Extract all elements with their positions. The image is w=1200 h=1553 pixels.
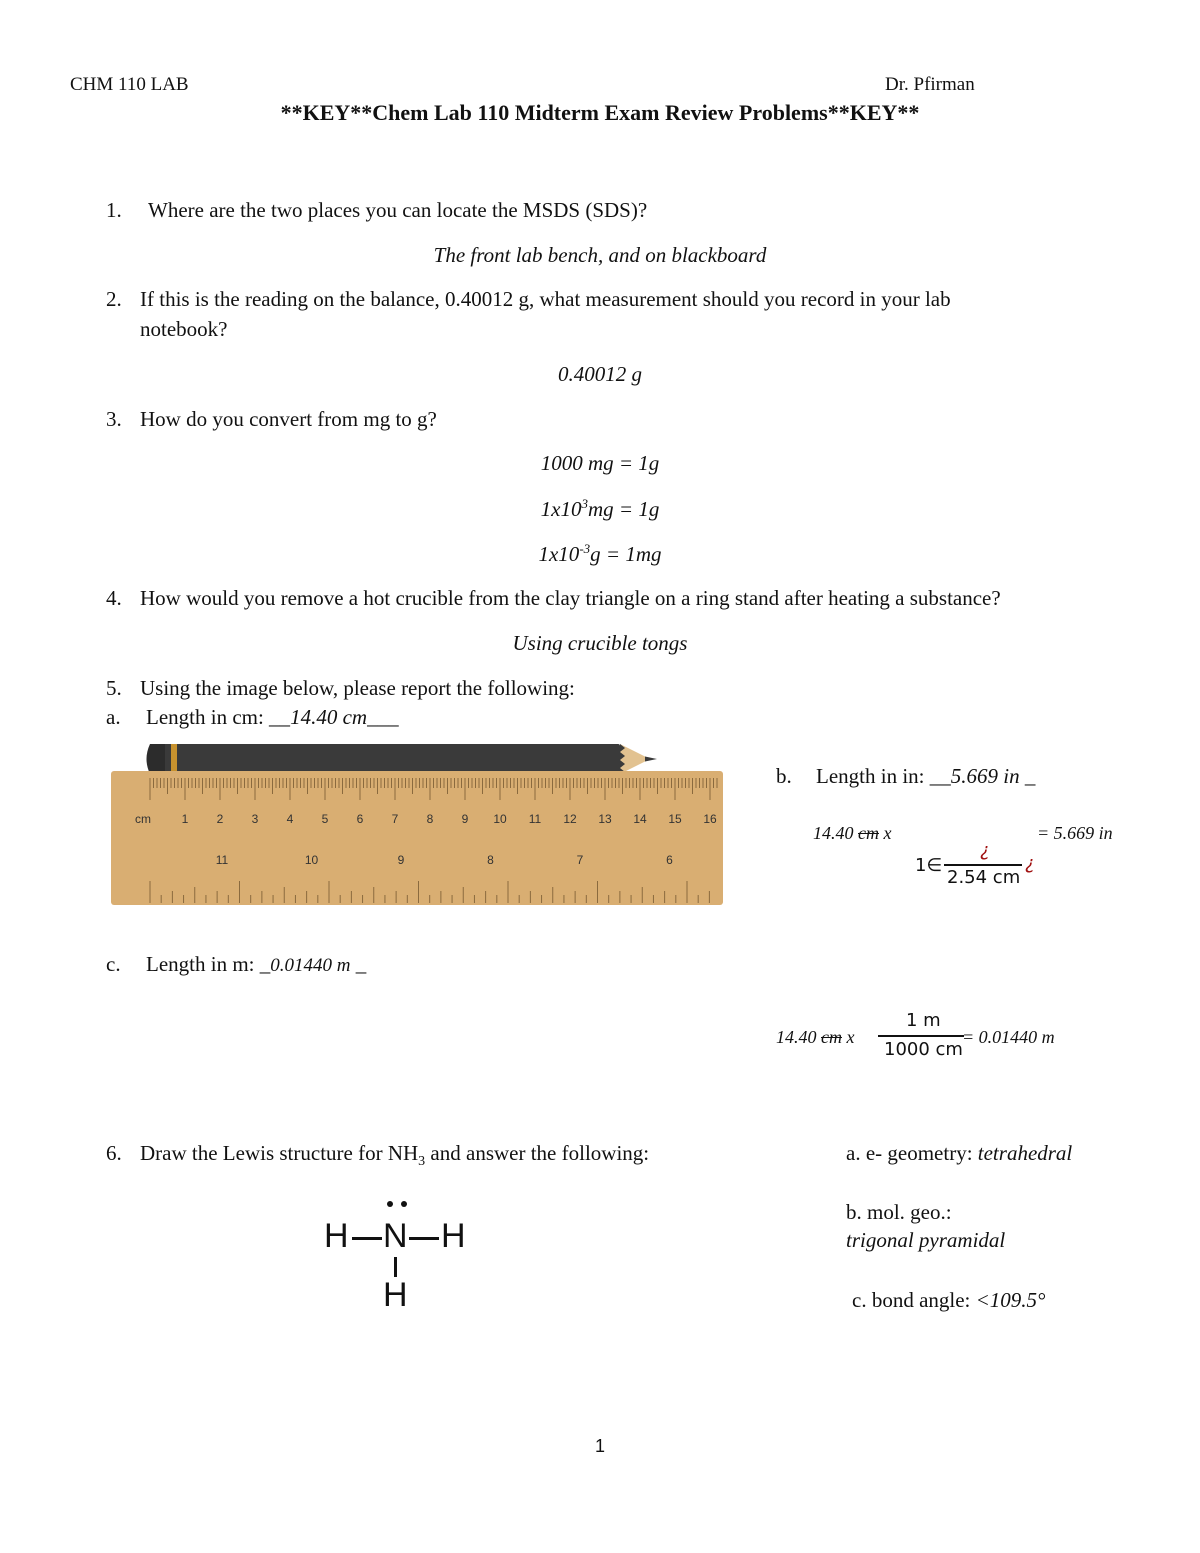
q1-text: Where are the two places you can locate the MSDS (SDS)?	[148, 198, 648, 222]
q5a-answer: 14.40 cm	[290, 705, 368, 729]
q5-text: Using the image below, please report the following:	[140, 676, 575, 700]
ruler-top-number: 15	[668, 812, 682, 826]
lone-pair-dot	[387, 1201, 393, 1207]
ruler-top-number: 1	[181, 812, 189, 826]
lewis-atom-h-bottom: H	[383, 1276, 408, 1314]
q5b-fraction-after: ¿	[1025, 853, 1035, 874]
lone-pair-dot	[401, 1201, 407, 1207]
q2-text-line1: If this is the reading on the balance, 0.40012 g, what measurement should you record in your lab	[140, 287, 951, 311]
q5c-answer: 0.01440 m	[270, 955, 351, 976]
ruler-top-number: 6	[356, 812, 364, 826]
ruler-bottom-number: 11	[215, 853, 229, 867]
q5b-text: Length in in: __5.669 in _	[816, 764, 1036, 788]
q5b-fraction-denominator: 2.54 cm	[947, 867, 1021, 888]
q1-number: 1.	[106, 198, 122, 222]
q5c-fraction-bar	[878, 1035, 964, 1037]
q6c-answer: <109.5°	[975, 1288, 1046, 1312]
q5b-fraction-numerator: ¿	[980, 840, 990, 861]
page-title: **KEY**Chem Lab 110 Midterm Exam Review Problems**KEY**	[280, 100, 920, 125]
ruler-top-number: 9	[461, 812, 469, 826]
q3-number: 3.	[106, 407, 122, 431]
ruler-cm-label: cm	[135, 812, 151, 826]
lewis-bond-right	[409, 1237, 439, 1240]
instructor-label: Dr. Pfirman	[885, 74, 975, 95]
q3-answer-2: $1x10^3mg = 1g$	[540, 496, 660, 521]
pencil-icon	[147, 744, 658, 774]
ruler-bottom-number: 7	[576, 853, 584, 867]
ruler-top-number: 12	[563, 812, 577, 826]
ruler-bottom-number: 6	[666, 853, 673, 867]
ruler-top-number: 14	[633, 812, 647, 826]
q5b-fraction-prefix: 1∈	[915, 855, 943, 876]
ruler-top-number: 10	[493, 812, 507, 826]
q5c-calc-result: = 0.01440 m	[962, 1027, 1055, 1047]
q5b-answer: 5.669 in	[950, 764, 1020, 788]
lewis-bond-left	[352, 1237, 382, 1240]
q1-answer: The front lab bench, and on blackboard	[433, 243, 767, 267]
q5b-calc-result: = 5.669 in	[1037, 823, 1113, 843]
ruler-illustration	[105, 738, 735, 910]
course-label: CHM 110 LAB	[70, 74, 189, 95]
q6b-answer: trigonal pyramidal	[846, 1228, 1006, 1252]
q6c: c. bond angle: <109.5°	[852, 1288, 1046, 1312]
lewis-atom-h-right: H	[441, 1217, 466, 1255]
q5-number: 5.	[106, 676, 122, 700]
ruler-top-number: 11	[528, 812, 542, 826]
q5c-calc-value: 14.40 cm x	[776, 1027, 855, 1047]
q5b-calc-value: 14.40 cm x	[813, 823, 892, 843]
q2-text-line2: notebook?	[140, 317, 228, 341]
ruler-bottom-number: 9	[397, 853, 405, 867]
q6a-answer: tetrahedral	[977, 1141, 1073, 1165]
q2-answer: 0.40012 g	[558, 362, 642, 386]
q3-answer-3: $1x10^{-3}g = 1mg$	[538, 541, 662, 566]
ruler-top-number: 3	[251, 812, 259, 826]
ruler-top-number: 13	[598, 812, 612, 826]
q4-number: 4.	[106, 586, 122, 610]
q5a-text: Length in cm: __14.40 cm___	[146, 705, 399, 729]
lewis-atom-h-left: H	[324, 1217, 349, 1255]
ruler-top-number: 5	[321, 812, 329, 826]
q4-text: How would you remove a hot crucible from the clay triangle on a ring stand after heating a substance?	[140, 586, 1001, 610]
q5c-fraction-numerator: 1 m	[906, 1010, 941, 1031]
ruler-top-number: 7	[391, 812, 399, 826]
q3-answer-1: 1000 mg = 1g	[540, 451, 660, 475]
ruler-bottom-number: 8	[487, 853, 494, 867]
q6b-label: b. mol. geo.:	[846, 1200, 952, 1224]
ruler-top-number: 16	[703, 812, 717, 826]
q2-number: 2.	[106, 287, 122, 311]
q3-text: How do you convert from mg to g?	[140, 407, 437, 431]
q5c-text: Length in m: _0.01440 m _	[146, 952, 367, 976]
lewis-atom-n: N	[383, 1217, 408, 1255]
q4-answer: Using crucible tongs	[512, 631, 688, 655]
lewis-bond-bottom	[394, 1257, 397, 1277]
ruler-top-number: 8	[426, 812, 434, 826]
q6-text: Draw the Lewis structure for $NH_3$ and answer the following:	[140, 1141, 650, 1170]
q5b-fraction-bar	[944, 864, 1022, 866]
page-number: 1	[594, 1436, 605, 1456]
q5c-label: c.	[106, 952, 121, 976]
q5c-fraction-denominator: 1000 cm	[884, 1039, 963, 1060]
q6-number: 6.	[106, 1141, 122, 1165]
q5b-label: b.	[776, 764, 792, 788]
q6a: a. e- geometry: tetrahedral	[846, 1141, 1073, 1165]
q5a-label: a.	[106, 705, 121, 729]
ruler-top-number: 2	[216, 812, 224, 826]
ruler-bottom-number: 10	[304, 853, 319, 867]
ruler-top-number: 4	[286, 812, 294, 826]
